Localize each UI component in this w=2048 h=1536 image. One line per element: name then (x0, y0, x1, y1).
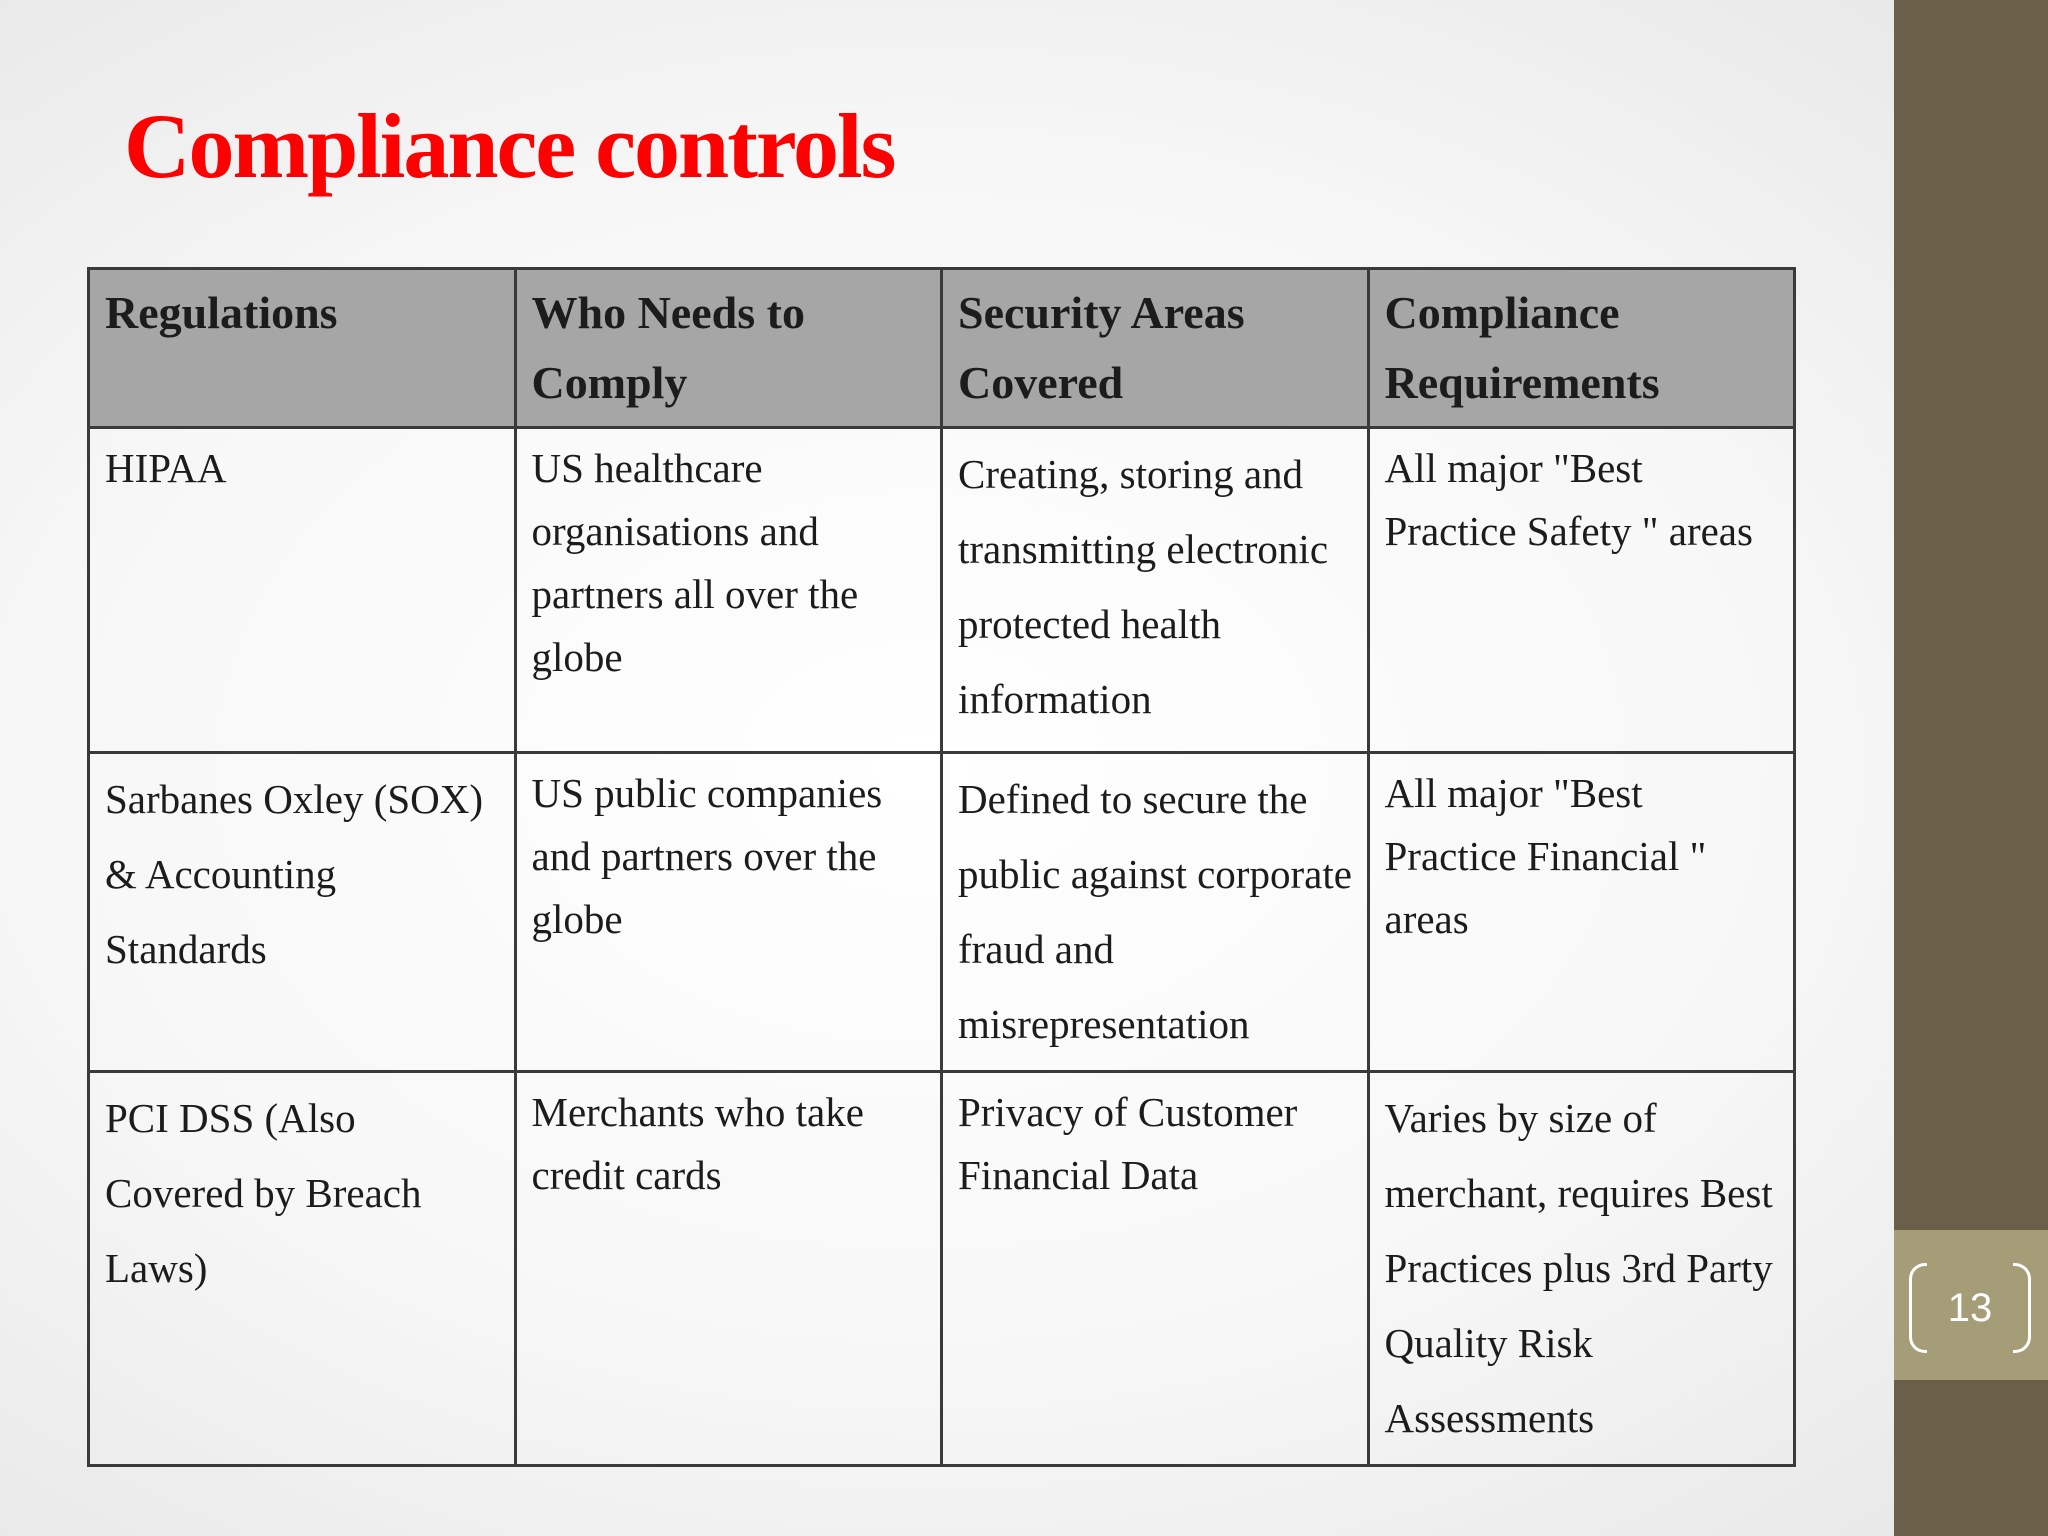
slide-title: Compliance controls (124, 95, 895, 197)
table-header-row (89, 269, 1795, 428)
cell-security-areas: Creating, storing and transmitting electronic protected health information (942, 428, 1369, 753)
cell-security-areas: Defined to secure the public against corporate fraud and misrepresentation (942, 753, 1369, 1072)
header-compliance-requirements: Compliance Requirements (1368, 269, 1795, 428)
cell-compliance-requirements: Varies by size of merchant, requires Best Practices plus 3rd Party Quality Risk Assessments (1368, 1072, 1795, 1466)
cell-security-areas: Privacy of Customer Financial Data (942, 1072, 1369, 1466)
page-number-right-bracket (2013, 1263, 2031, 1353)
cell-compliance-requirements: All major "Best Practice Safety " areas (1368, 428, 1795, 753)
header-regulations: Regulations (89, 269, 516, 428)
header-who-needs-to-comply: Who Needs to Comply (515, 269, 942, 428)
cell-regulation: PCI DSS (Also Covered by Breach Laws) (89, 1072, 516, 1466)
cell-who-needs-to-comply: Merchants who take credit cards (515, 1072, 942, 1466)
table-row (89, 753, 1795, 1072)
cell-regulation: HIPAA (89, 428, 516, 753)
cell-who-needs-to-comply: US public companies and partners over the globe (515, 753, 942, 1072)
header-security-areas-covered: Security Areas Covered (942, 269, 1369, 428)
page-number: 13 (1947, 1286, 1993, 1330)
cell-regulation: Sarbanes Oxley (SOX) & Accounting Standards (89, 753, 516, 1072)
compliance-table (87, 267, 1796, 1467)
page-number-left-bracket (1909, 1263, 1927, 1353)
table-row (89, 1072, 1795, 1466)
cell-compliance-requirements: All major "Best Practice Financial " areas (1368, 753, 1795, 1072)
compliance-table-grid (87, 267, 1796, 1467)
table-row (89, 428, 1795, 753)
cell-who-needs-to-comply: US healthcare organisations and partners all over the globe (515, 428, 942, 753)
